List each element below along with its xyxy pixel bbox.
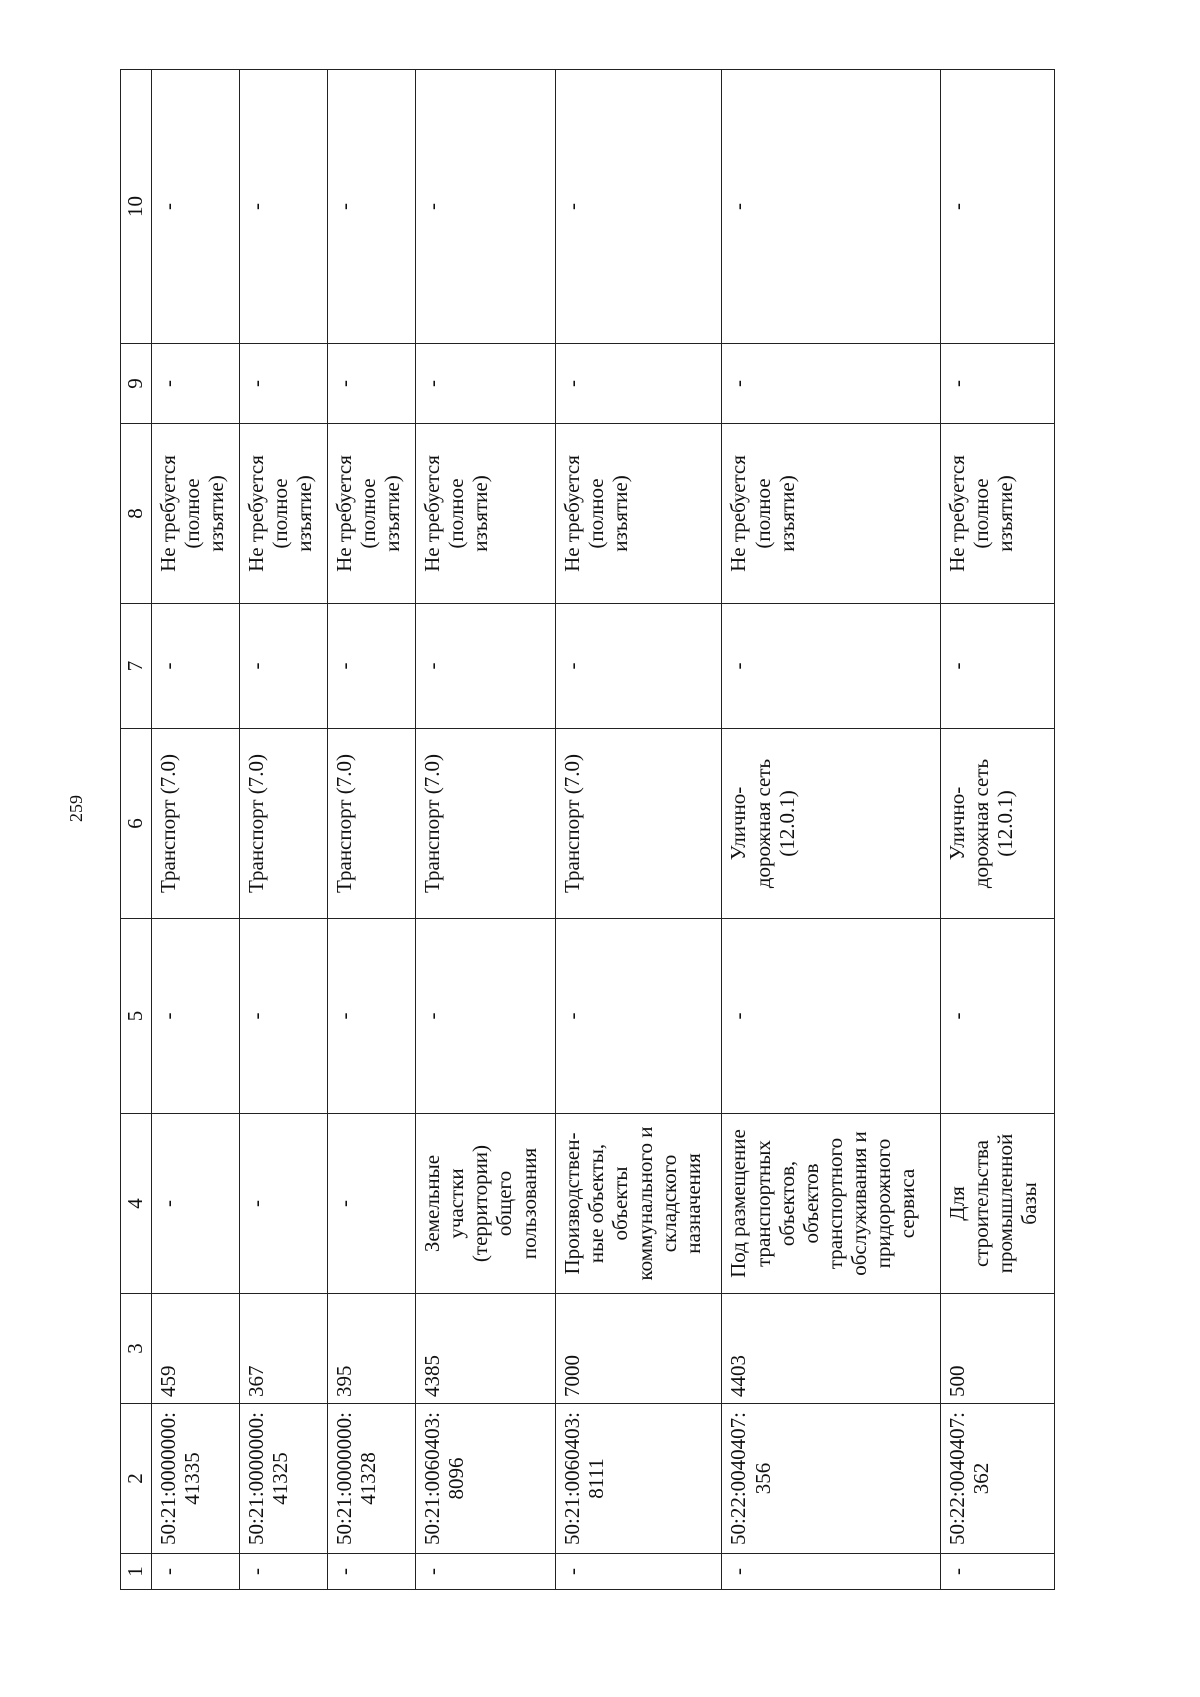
table-cell-col-9: -	[327, 344, 415, 424]
table-cell-col-2: 50:22:0040407: 356	[722, 1404, 940, 1554]
table-cell-col-5: -	[415, 919, 555, 1114]
table-cell-col-4: Для строительства промышленной базы	[940, 1114, 1054, 1294]
land-plots-table	[120, 69, 1055, 1590]
table-cell-col-7: -	[556, 604, 722, 729]
table-cell-col-6: Транспорт (7.0)	[327, 729, 415, 919]
table-cell-col-3: 4403	[722, 1294, 940, 1404]
table-cell-col-4: Производствен- ные объекты, объекты коммунального и складского назначения	[556, 1114, 722, 1294]
table-cell-col-2: 50:22:0040407: 362	[940, 1404, 1054, 1554]
table-cell-col-5: -	[940, 919, 1054, 1114]
column-header-8: 8	[121, 424, 152, 604]
table-cell-col-9: -	[722, 344, 940, 424]
table-cell-col-4: Земельные участки (территории) общего пользования	[415, 1114, 555, 1294]
table-cell-col-9: -	[152, 344, 240, 424]
table-cell-col-3: 395	[327, 1294, 415, 1404]
table-cell-col-1: -	[556, 1554, 722, 1590]
table-row	[415, 70, 555, 1590]
table-cell-col-8: Не требуется (полное изъятие)	[722, 424, 940, 604]
table-cell-col-1: -	[152, 1554, 240, 1590]
table-cell-col-1: -	[722, 1554, 940, 1590]
table-cell-col-6: Транспорт (7.0)	[415, 729, 555, 919]
table-row	[940, 70, 1054, 1590]
table-cell-col-7: -	[940, 604, 1054, 729]
table-cell-col-10: -	[152, 70, 240, 344]
column-header-3: 3	[121, 1294, 152, 1404]
table-cell-col-4: -	[239, 1114, 327, 1294]
table-cell-col-7: -	[415, 604, 555, 729]
column-header-6: 6	[121, 729, 152, 919]
table-cell-col-5: -	[327, 919, 415, 1114]
table-cell-col-2: 50:21:0000000: 41325	[239, 1404, 327, 1554]
table-cell-col-10: -	[239, 70, 327, 344]
table-cell-col-10: -	[556, 70, 722, 344]
table-cell-col-4: -	[152, 1114, 240, 1294]
table-cell-col-8: Не требуется (полное изъятие)	[415, 424, 555, 604]
column-header-10: 10	[121, 70, 152, 344]
table-cell-col-3: 367	[239, 1294, 327, 1404]
table-cell-col-6: Улично- дорожная сеть (12.0.1)	[722, 729, 940, 919]
table-cell-col-9: -	[940, 344, 1054, 424]
table-row	[556, 70, 722, 1590]
table-cell-col-10: -	[415, 70, 555, 344]
table-cell-col-4: -	[327, 1114, 415, 1294]
table-cell-col-1: -	[239, 1554, 327, 1590]
column-header-1: 1	[121, 1554, 152, 1590]
table-cell-col-2: 50:21:0060403: 8096	[415, 1404, 555, 1554]
table-cell-col-7: -	[327, 604, 415, 729]
column-header-9: 9	[121, 344, 152, 424]
table-cell-col-8: Не требуется (полное изъятие)	[327, 424, 415, 604]
column-header-4: 4	[121, 1114, 152, 1294]
table-cell-col-10: -	[722, 70, 940, 344]
table-cell-col-9: -	[556, 344, 722, 424]
table-cell-col-3: 7000	[556, 1294, 722, 1404]
table-cell-col-4: Под размещение транспортных объектов, объектов транспортного обслуживания и придорожного сервиса	[722, 1114, 940, 1294]
table-cell-col-1: -	[327, 1554, 415, 1590]
column-header-2: 2	[121, 1404, 152, 1554]
column-header-7: 7	[121, 604, 152, 729]
table-cell-col-7: -	[722, 604, 940, 729]
table-row	[327, 70, 415, 1590]
table-body	[152, 70, 1055, 1590]
table-cell-col-9: -	[415, 344, 555, 424]
table-cell-col-2: 50:21:0000000: 41328	[327, 1404, 415, 1554]
column-header-5: 5	[121, 919, 152, 1114]
table-cell-col-6: Транспорт (7.0)	[239, 729, 327, 919]
table-container	[120, 70, 1055, 1590]
table-cell-col-6: Улично- дорожная сеть (12.0.1)	[940, 729, 1054, 919]
page-number: 259	[66, 795, 86, 822]
table-cell-col-3: 500	[940, 1294, 1054, 1404]
table-row	[239, 70, 327, 1590]
table-cell-col-2: 50:21:0060403: 8111	[556, 1404, 722, 1554]
table-cell-col-1: -	[940, 1554, 1054, 1590]
table-cell-col-5: -	[239, 919, 327, 1114]
table-cell-col-8: Не требуется (полное изъятие)	[556, 424, 722, 604]
table-cell-col-10: -	[940, 70, 1054, 344]
table-header-row	[121, 70, 152, 1590]
table-cell-col-7: -	[239, 604, 327, 729]
table-cell-col-8: Не требуется (полное изъятие)	[239, 424, 327, 604]
table-cell-col-5: -	[152, 919, 240, 1114]
table-cell-col-7: -	[152, 604, 240, 729]
table-cell-col-6: Транспорт (7.0)	[152, 729, 240, 919]
table-cell-col-8: Не требуется (полное изъятие)	[940, 424, 1054, 604]
table-cell-col-8: Не требуется (полное изъятие)	[152, 424, 240, 604]
table-cell-col-3: 4385	[415, 1294, 555, 1404]
table-cell-col-1: -	[415, 1554, 555, 1590]
table-cell-col-6: Транспорт (7.0)	[556, 729, 722, 919]
table-cell-col-10: -	[327, 70, 415, 344]
table-row	[152, 70, 240, 1590]
table-cell-col-5: -	[556, 919, 722, 1114]
table-cell-col-3: 459	[152, 1294, 240, 1404]
table-cell-col-2: 50:21:0000000: 41335	[152, 1404, 240, 1554]
table-row	[722, 70, 940, 1590]
table-cell-col-5: -	[722, 919, 940, 1114]
table-cell-col-9: -	[239, 344, 327, 424]
